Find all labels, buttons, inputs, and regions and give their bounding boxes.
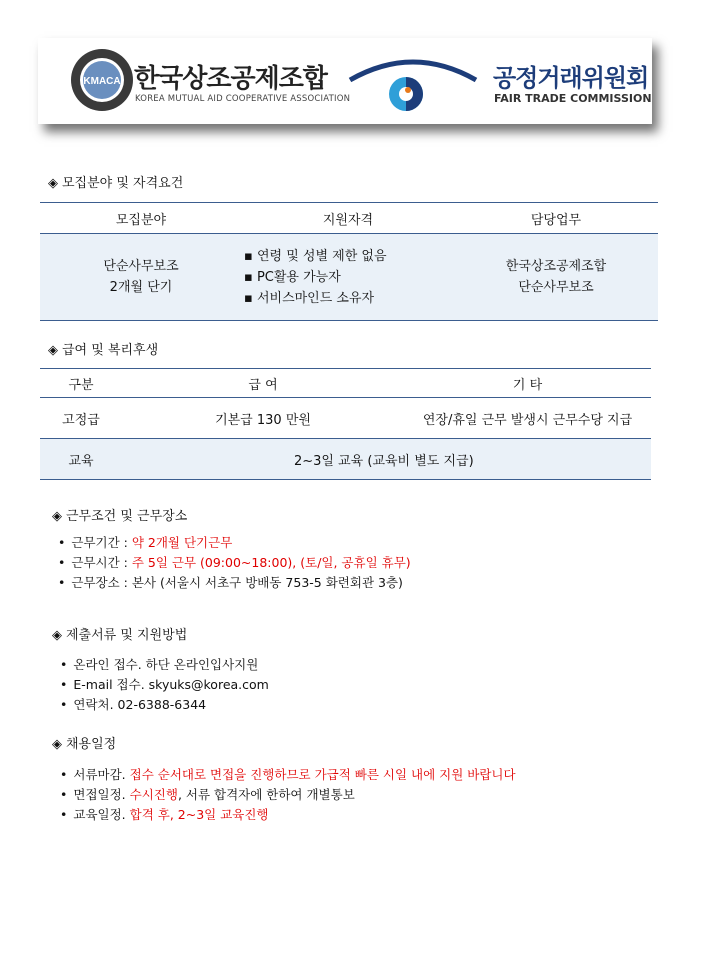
cell-line: 2개월 단기	[109, 280, 173, 295]
highlight-text: 합격 후, 2~3일 교육진행	[129, 807, 269, 822]
table-cell: 기본급 130 만원	[122, 398, 404, 439]
list-item: • 서류마감. 접수 순서대로 면접을 진행하므로 가급적 빠른 시일 내에 지원 바랍니다	[60, 765, 516, 785]
kmaca-seal-icon	[70, 48, 134, 112]
col-header: 급 여	[122, 369, 404, 398]
diamond-bullet-icon: ◈	[52, 737, 62, 752]
section-title-recruit	[48, 172, 183, 191]
list-item: • 연락처. 02-6388-6344	[60, 695, 269, 715]
diamond-bullet-icon: ◈	[52, 509, 62, 524]
ftc-name-en: FAIR TRADE COMMISSION	[494, 92, 652, 105]
table-cell: 연장/휴일 근무 발생시 근무수당 지급	[404, 398, 651, 439]
list-item: • 면접일정. 수시진행, 서류 합격자에 한하여 개별통보	[60, 785, 516, 805]
highlight-text: 접수 순서대로 면접을 진행하므로 가급적 빠른 시일 내에 지원 바랍니다	[129, 767, 516, 782]
col-header: 기 타	[404, 369, 651, 398]
list-item: • 근무기간 : 약 2개월 단기근무	[58, 533, 411, 553]
table-row	[40, 398, 651, 439]
recruit-table	[40, 202, 658, 321]
section-title-text: 채용일정	[66, 737, 117, 752]
qual-line: ▪ 서비스마인드 소유자	[244, 290, 375, 306]
kmaca-name-en: KOREA MUTUAL AID COOPERATIVE ASSOCIATION	[135, 94, 351, 104]
kmaca-name-ko: 한국상조공제조합	[134, 64, 327, 94]
cell-line: 단순사무보조	[518, 280, 594, 295]
section-title-text: 모집분야 및 자격요건	[62, 176, 184, 191]
highlight-text: 약 2개월 단기근무	[131, 535, 233, 550]
col-header: 담당업무	[454, 203, 658, 234]
diamond-bullet-icon: ◈	[48, 176, 58, 191]
section-title-schedule	[52, 733, 116, 752]
list-item: • 근무시간 : 주 5일 근무 (09:00~18:00), (토/일, 공휴일 휴무)	[58, 553, 411, 573]
cell-line: 한국상조공제조합	[505, 259, 607, 274]
col-header: 지원자격	[242, 203, 454, 234]
highlight-text: 수시진행	[129, 787, 178, 802]
qual-line: ▪ PC활용 가능자	[244, 269, 341, 285]
table-row	[40, 439, 651, 480]
list-item: • 근무장소 : 본사 (서울시 서초구 방배동 753-5 화련회관 3층)	[58, 573, 411, 593]
section-title-conditions	[52, 505, 187, 524]
section-title-apply	[52, 624, 187, 643]
section-title-text: 근무조건 및 근무장소	[66, 509, 188, 524]
table-header-row	[40, 369, 651, 398]
ftc-name-ko: 공정거래위원회	[493, 64, 649, 92]
salary-table	[40, 368, 651, 480]
conditions-list	[58, 533, 411, 593]
schedule-list	[60, 765, 516, 825]
list-item: • 교육일정. 합격 후, 2~3일 교육진행	[60, 805, 516, 825]
table-header-row	[40, 203, 658, 234]
table-cell: 고정급	[40, 398, 122, 439]
qual-line: ▪ 연령 및 성별 제한 없음	[244, 248, 387, 264]
list-item: • 온라인 접수. 하단 온라인입사지원	[60, 655, 269, 675]
duty-cell	[454, 234, 658, 321]
section-title-text: 급여 및 복리후생	[62, 343, 159, 358]
col-header: 모집분야	[40, 203, 242, 234]
table-cell: 교육	[40, 439, 122, 480]
ftc-logo-icon	[348, 50, 478, 120]
header-banner	[38, 38, 652, 124]
section-title-salary	[48, 339, 158, 358]
col-header: 구분	[40, 369, 122, 398]
cell-line: 단순사무보조	[103, 259, 179, 274]
diamond-bullet-icon: ◈	[52, 628, 62, 643]
seal-text: KMACA	[83, 76, 121, 87]
highlight-text: 주 5일 근무 (09:00~18:00), (토/일, 공휴일 휴무)	[131, 555, 411, 570]
apply-list	[60, 655, 269, 715]
email-text[interactable]: E-mail 접수. skyuks@korea.com	[73, 677, 269, 692]
field-cell	[40, 234, 242, 321]
table-row	[40, 234, 658, 321]
table-cell: 2~3일 교육 (교육비 별도 지급)	[122, 439, 651, 480]
section-title-text: 제출서류 및 지원방법	[66, 628, 188, 643]
list-item	[60, 675, 269, 695]
diamond-bullet-icon: ◈	[48, 343, 58, 358]
quals-cell	[242, 234, 454, 321]
